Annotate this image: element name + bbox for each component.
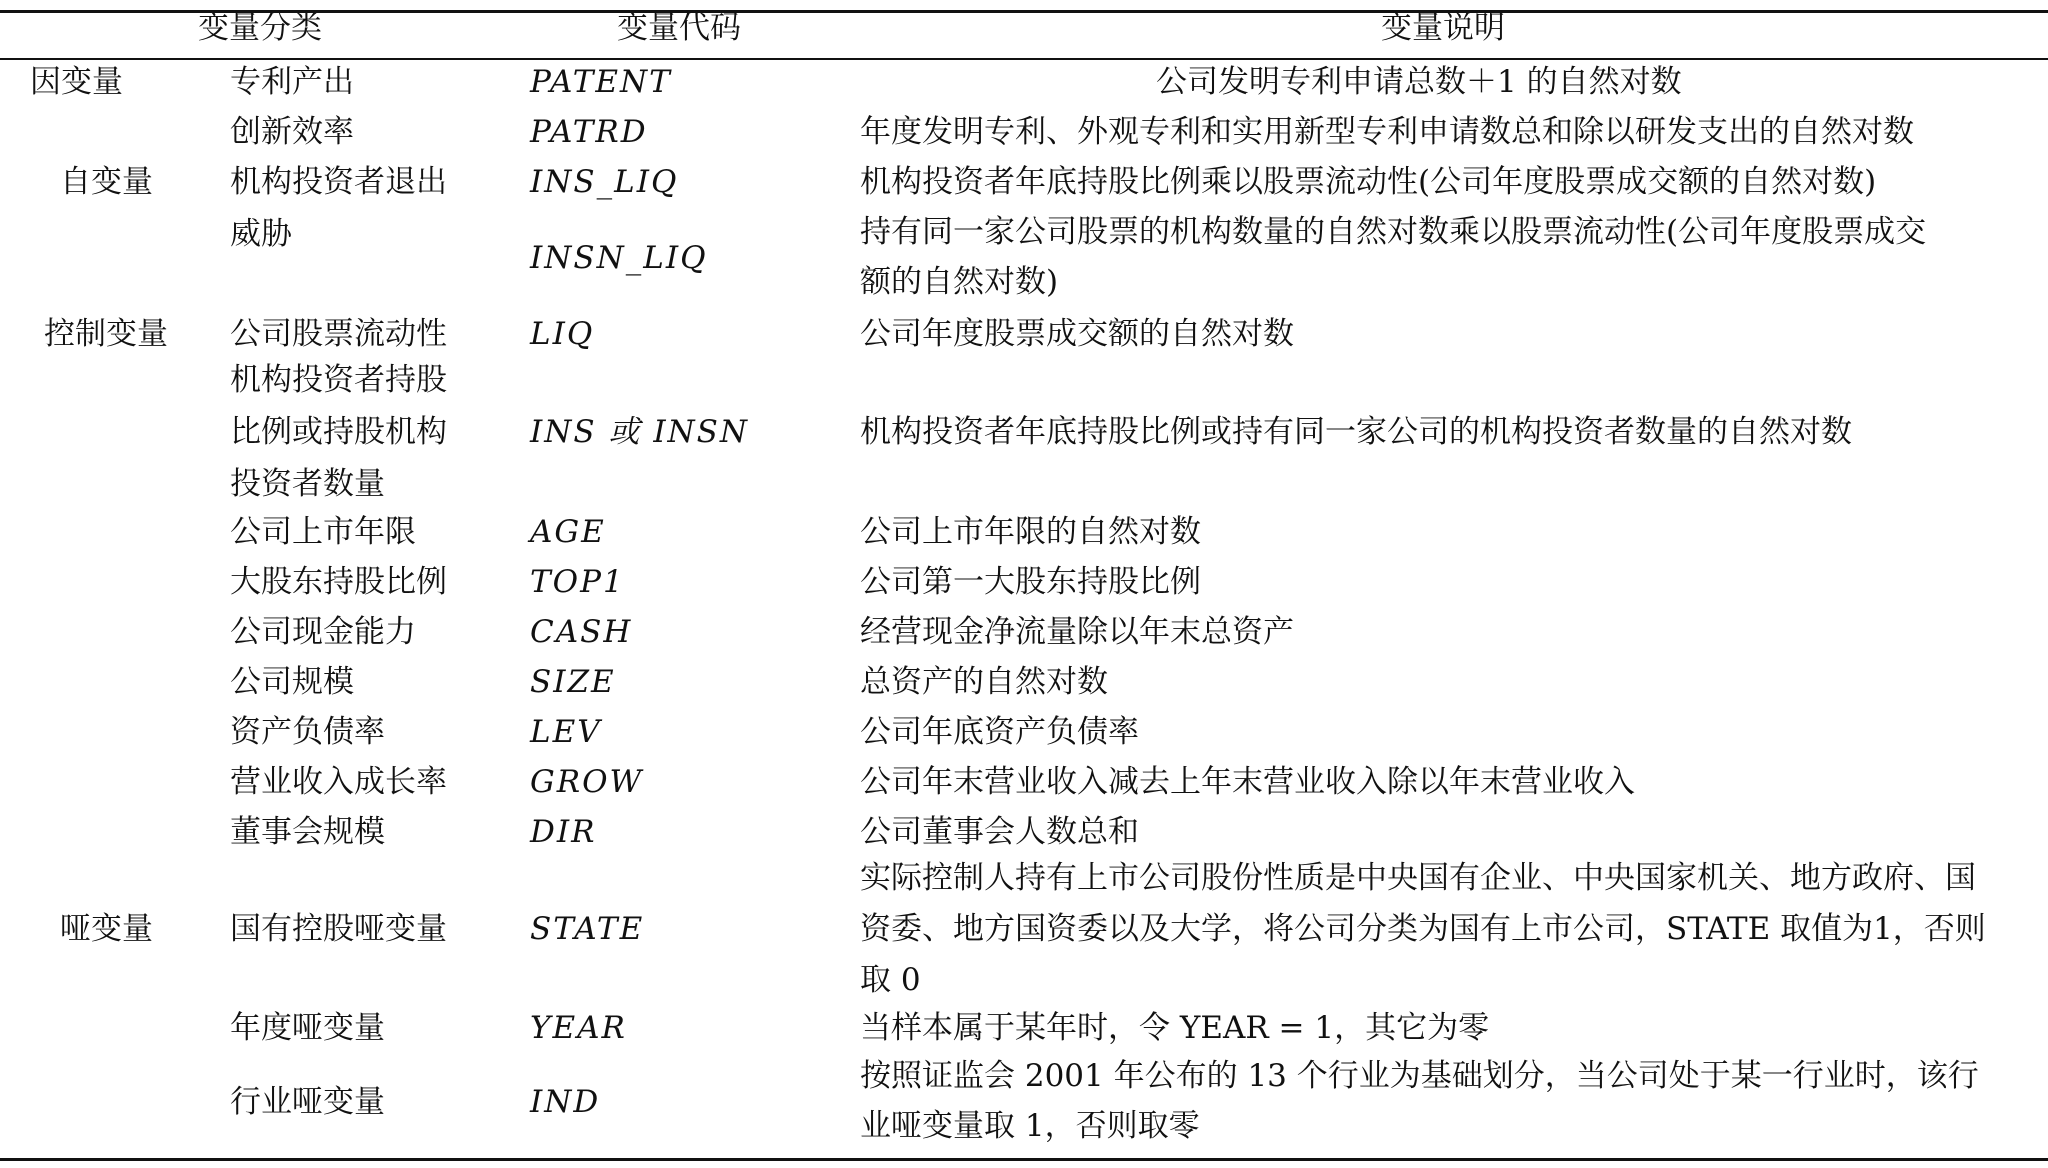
table-bottom-rule: [0, 1158, 2048, 1161]
variable-description: 公司第一大股东持股比例: [860, 564, 1201, 600]
variable-name: 营业收入成长率: [230, 764, 447, 800]
variable-code: INSN_LIQ: [530, 240, 708, 276]
variable-code: YEAR: [530, 1010, 627, 1046]
variable-name: 大股东持股比例: [230, 564, 447, 600]
variable-name: 机构投资者退出: [230, 164, 447, 200]
table-header-rule: [0, 58, 2048, 60]
variable-name: 投资者数量: [230, 466, 385, 502]
variable-code: TOP1: [530, 564, 625, 600]
variable-description: 实际控制人持有上市公司股份性质是中央国有企业、中央国家机关、地方政府、国: [860, 860, 1976, 896]
header-category: 变量分类: [198, 10, 322, 46]
variable-description: 总资产的自然对数: [860, 664, 1108, 700]
variable-name: 威胁: [230, 216, 292, 252]
variable-name: 公司股票流动性: [230, 316, 447, 352]
variable-description: 业哑变量取 1，否则取零: [860, 1108, 1200, 1144]
variable-description: 额的自然对数): [860, 264, 1059, 300]
variable-code: PATRD: [530, 114, 648, 150]
variable-description: 当样本属于某年时，令 YEAR = 1，其它为零: [860, 1010, 1490, 1046]
variable-code: LIQ: [530, 316, 595, 352]
header-description: 变量说明: [1381, 10, 1505, 46]
variable-code: INS 或 INSN: [530, 414, 750, 450]
variable-name: 专利产出: [230, 64, 354, 100]
variable-name: 创新效率: [230, 114, 354, 150]
variable-code: STATE: [530, 911, 645, 947]
variable-description: 公司年度股票成交额的自然对数: [860, 316, 1294, 352]
variable-code: SIZE: [530, 664, 616, 700]
variable-name: 公司上市年限: [230, 514, 416, 550]
variable-description: 公司年末营业收入减去上年末营业收入除以年末营业收入: [860, 764, 1635, 800]
group-dependent: 因变量: [30, 64, 123, 100]
variable-description: 公司董事会人数总和: [860, 814, 1139, 850]
variable-name: 比例或持股机构: [230, 414, 447, 450]
variable-code: LEV: [530, 714, 602, 750]
variable-code: GROW: [530, 764, 644, 800]
variable-code: DIR: [530, 814, 597, 850]
variable-code: IND: [530, 1084, 601, 1120]
variable-code: PATENT: [530, 64, 672, 100]
group-independent: 自变量: [60, 164, 153, 200]
header-code: 变量代码: [617, 10, 741, 46]
variable-description: 资委、地方国资委以及大学，将公司分类为国有上市公司，STATE 取值为1，否则: [860, 911, 1986, 947]
variable-name: 行业哑变量: [230, 1084, 385, 1120]
variable-description: 公司年底资产负债率: [860, 714, 1139, 750]
variable-name: 资产负债率: [230, 714, 385, 750]
variable-code: CASH: [530, 614, 633, 650]
variable-name: 年度哑变量: [230, 1010, 385, 1046]
variable-code: AGE: [530, 514, 606, 550]
variable-name: 董事会规模: [230, 814, 385, 850]
variable-description: 机构投资者年底持股比例或持有同一家公司的机构投资者数量的自然对数: [860, 414, 1852, 450]
variable-description: 公司上市年限的自然对数: [860, 514, 1201, 550]
variable-description: 经营现金净流量除以年末总资产: [860, 614, 1294, 650]
variable-description: 持有同一家公司股票的机构数量的自然对数乘以股票流动性(公司年度股票成交: [860, 214, 1927, 250]
variable-name: 国有控股哑变量: [230, 911, 447, 947]
variable-name: 机构投资者持股: [230, 362, 447, 398]
group-control: 控制变量: [44, 316, 168, 352]
group-dummy: 哑变量: [60, 911, 153, 947]
variable-name: 公司规模: [230, 664, 354, 700]
variable-code: INS_LIQ: [530, 164, 679, 200]
variable-description: 机构投资者年底持股比例乘以股票流动性(公司年度股票成交额的自然对数): [860, 164, 1877, 200]
variable-description: 取 0: [860, 962, 921, 998]
variable-name: 公司现金能力: [230, 614, 416, 650]
variable-description: 公司发明专利申请总数＋1 的自然对数: [1156, 64, 1682, 100]
variable-description: 按照证监会 2001 年公布的 13 个行业为基础划分，当公司处于某一行业时，该行: [860, 1058, 1979, 1094]
variable-description: 年度发明专利、外观专利和实用新型专利申请数总和除以研发支出的自然对数: [860, 114, 1914, 150]
